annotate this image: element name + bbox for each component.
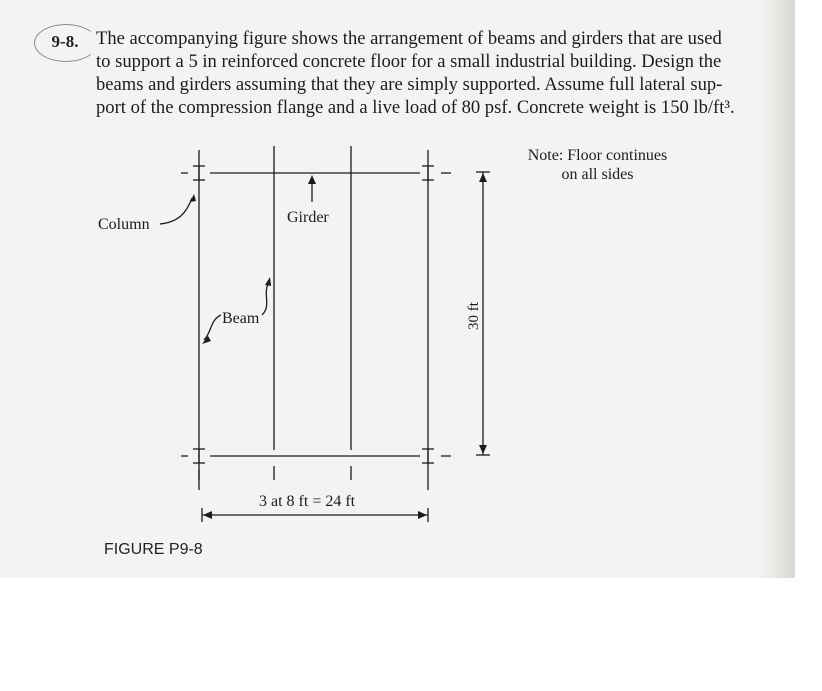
height-dim-arrow-top <box>479 173 487 182</box>
span-dim-arrow-left <box>203 511 212 519</box>
column-symbol-top-right <box>422 166 451 180</box>
floor-note-line-2: on all sides <box>561 166 634 183</box>
column-leader <box>160 198 192 224</box>
floor-note <box>500 146 695 184</box>
beam-label: Beam <box>222 310 260 327</box>
beam-leader-left <box>204 315 221 340</box>
column-symbol-bottom-left <box>181 449 205 463</box>
problem-line-4: port of the compression flange and a live load of 80 psf. Concrete weight is 150 lb/ft³. <box>96 97 735 118</box>
girder-label: Girder <box>287 209 329 226</box>
span-dimension-label: 3 at 8 ft = 24 ft <box>259 493 356 510</box>
floor-note-line-1: Note: Floor continues <box>527 147 668 164</box>
height-dim-arrow-bottom <box>479 445 487 454</box>
beam-leader-right <box>262 282 269 315</box>
figure-caption: FIGURE P9-8 <box>104 541 203 558</box>
column-symbol-bottom-right <box>422 449 451 463</box>
column-leader-arrowhead <box>190 194 196 202</box>
height-dimension-label: 30 ft <box>466 302 482 330</box>
girder-leader-arrowhead <box>308 175 316 184</box>
column-symbol-top-left <box>181 166 205 180</box>
problem-number: 9-8. <box>51 32 79 51</box>
column-label: Column <box>98 216 150 233</box>
beam-right-arrowhead <box>265 277 271 286</box>
problem-line-1: The accompanying figure shows the arrangement of beams and girders that are used <box>96 28 722 49</box>
problem-line-3: beams and girders assuming that they are simply supported. Assume full lateral sup- <box>96 74 723 95</box>
problem-line-2: to support a 5 in reinforced concrete floor for a small industrial building. Design the <box>96 51 722 72</box>
span-dim-arrow-right <box>418 511 427 519</box>
